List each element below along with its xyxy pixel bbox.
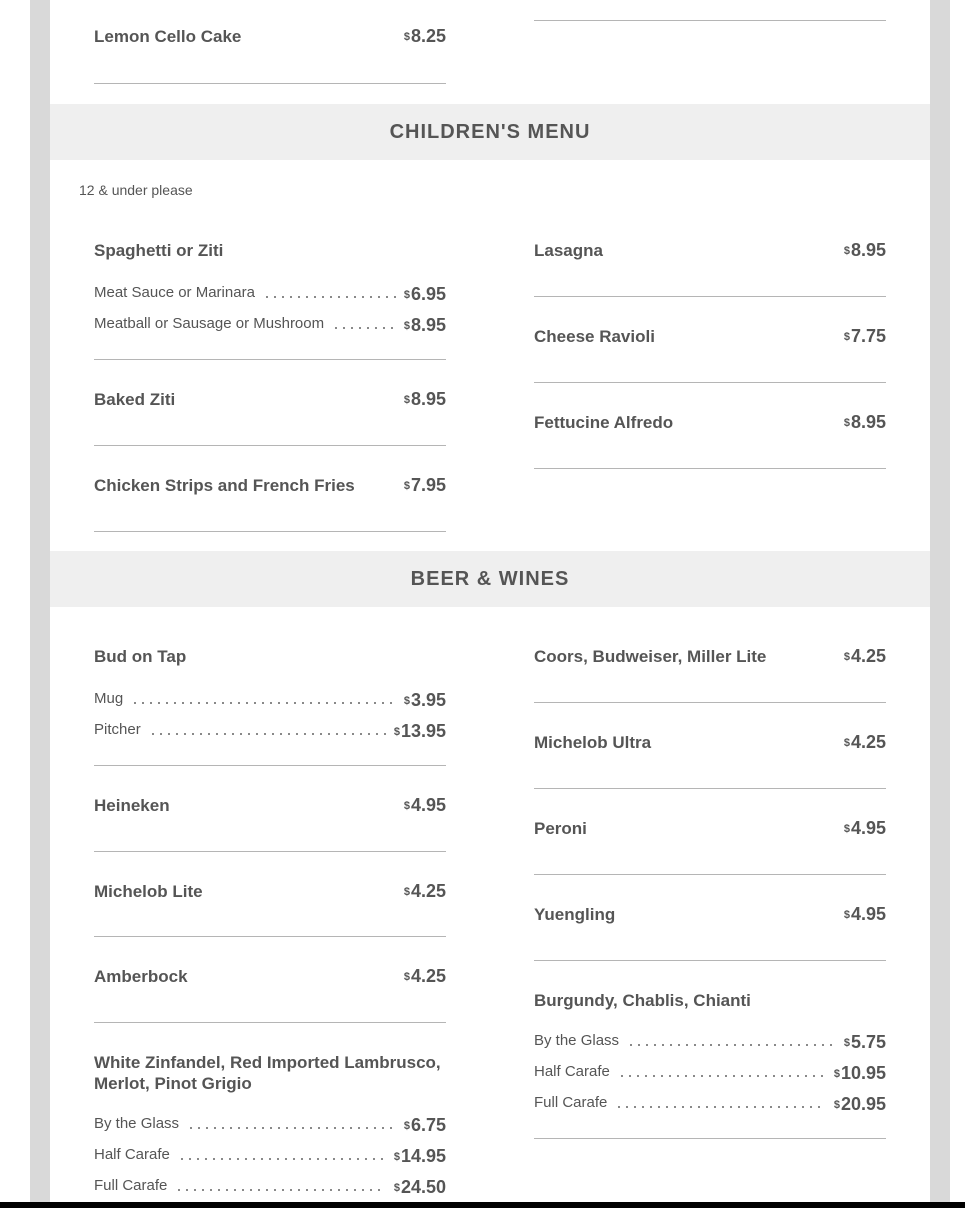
item-price: $8.25 [403,26,446,46]
item-name: Lasagna [534,241,603,260]
item-name: Chicken Strips and French Fries [94,476,355,495]
item-name: Cheese Ravioli [534,327,655,346]
dot-leader [178,1141,386,1161]
menu-item [94,646,446,766]
item-name: Heineken [94,796,170,815]
section-banner-beer-wines: BEER & WINES [50,551,930,607]
item-price: $4.95 [403,795,446,815]
menu-item [534,240,886,297]
item-name: Fettucine Alfredo [534,413,674,432]
price-option: Full Carafe $24.50 [94,1167,446,1198]
children-right-column [534,240,886,469]
item-name: Peroni [534,819,587,838]
dot-leader [615,1089,825,1109]
dot-leader [627,1027,836,1047]
section-note: 12 & under please [79,182,193,198]
menu-item [94,26,446,84]
dot-leader [149,716,386,736]
item-price: $7.75 [843,326,886,346]
dot-leader [332,310,396,330]
menu-frame [30,0,950,1208]
beer-left-column [94,646,446,1198]
menu-paper [50,0,930,1208]
item-name: Burgundy, Chablis, Chianti [534,991,751,1010]
item-price: $4.25 [403,881,446,901]
menu-item [534,732,886,789]
price-option: Full Carafe $20.95 [534,1084,886,1115]
dot-leader [263,279,396,299]
menu-item [94,795,446,852]
item-price: $4.25 [403,966,446,986]
divider-line [534,0,886,21]
menu-item [94,1052,446,1198]
item-name: Coors, Budweiser, Miller Lite [534,647,767,666]
item-name: Michelob Ultra [534,733,652,752]
top-left-column [94,26,446,84]
dot-leader [175,1172,385,1192]
item-name: Baked Ziti [94,390,176,409]
price-option: Pitcher $13.95 [94,711,446,742]
bottom-edge [0,1202,965,1208]
item-price: $4.95 [843,818,886,838]
menu-item [94,966,446,1023]
price-option: Meat Sauce or Marinara $6.95 [94,274,446,305]
item-price: $4.95 [843,904,886,924]
top-right-column [534,0,886,21]
menu-item [534,646,886,703]
item-name: White Zinfandel, Red Imported Lambrusco, Merlot, Pinot Grigio [94,1053,441,1093]
item-name: Amberbock [94,967,188,986]
menu-item [94,389,446,446]
menu-item [534,990,886,1139]
price-option: By the Glass $6.75 [94,1105,446,1136]
item-name: Yuengling [534,905,616,924]
menu-item [94,475,446,532]
menu-item [534,818,886,875]
menu-item [534,412,886,469]
item-price: $7.95 [403,475,446,495]
item-price: $8.95 [843,412,886,432]
item-price: $8.95 [403,389,446,409]
item-name: Bud on Tap [94,647,187,666]
price-option: Meatball or Sausage or Mushroom $8.95 [94,305,446,336]
menu-item [534,904,886,961]
item-name: Spaghetti or Ziti [94,241,224,260]
price-option: Half Carafe $10.95 [534,1053,886,1084]
dot-leader [618,1058,826,1078]
price-option: Mug $3.95 [94,680,446,711]
dot-leader [187,1110,396,1130]
item-price: $4.25 [843,646,886,666]
item-name: Lemon Cello Cake [94,27,242,46]
menu-item [94,240,446,360]
menu-item [94,881,446,937]
children-left-column [94,240,446,532]
item-price: $4.25 [843,732,886,752]
beer-right-column [534,646,886,1139]
price-option: Half Carafe $14.95 [94,1136,446,1167]
price-option: By the Glass $5.75 [534,1022,886,1053]
item-name: Michelob Lite [94,882,203,901]
section-banner-children: CHILDREN'S MENU [50,104,930,160]
dot-leader [131,685,396,705]
item-price: $8.95 [843,240,886,260]
menu-item [534,326,886,383]
